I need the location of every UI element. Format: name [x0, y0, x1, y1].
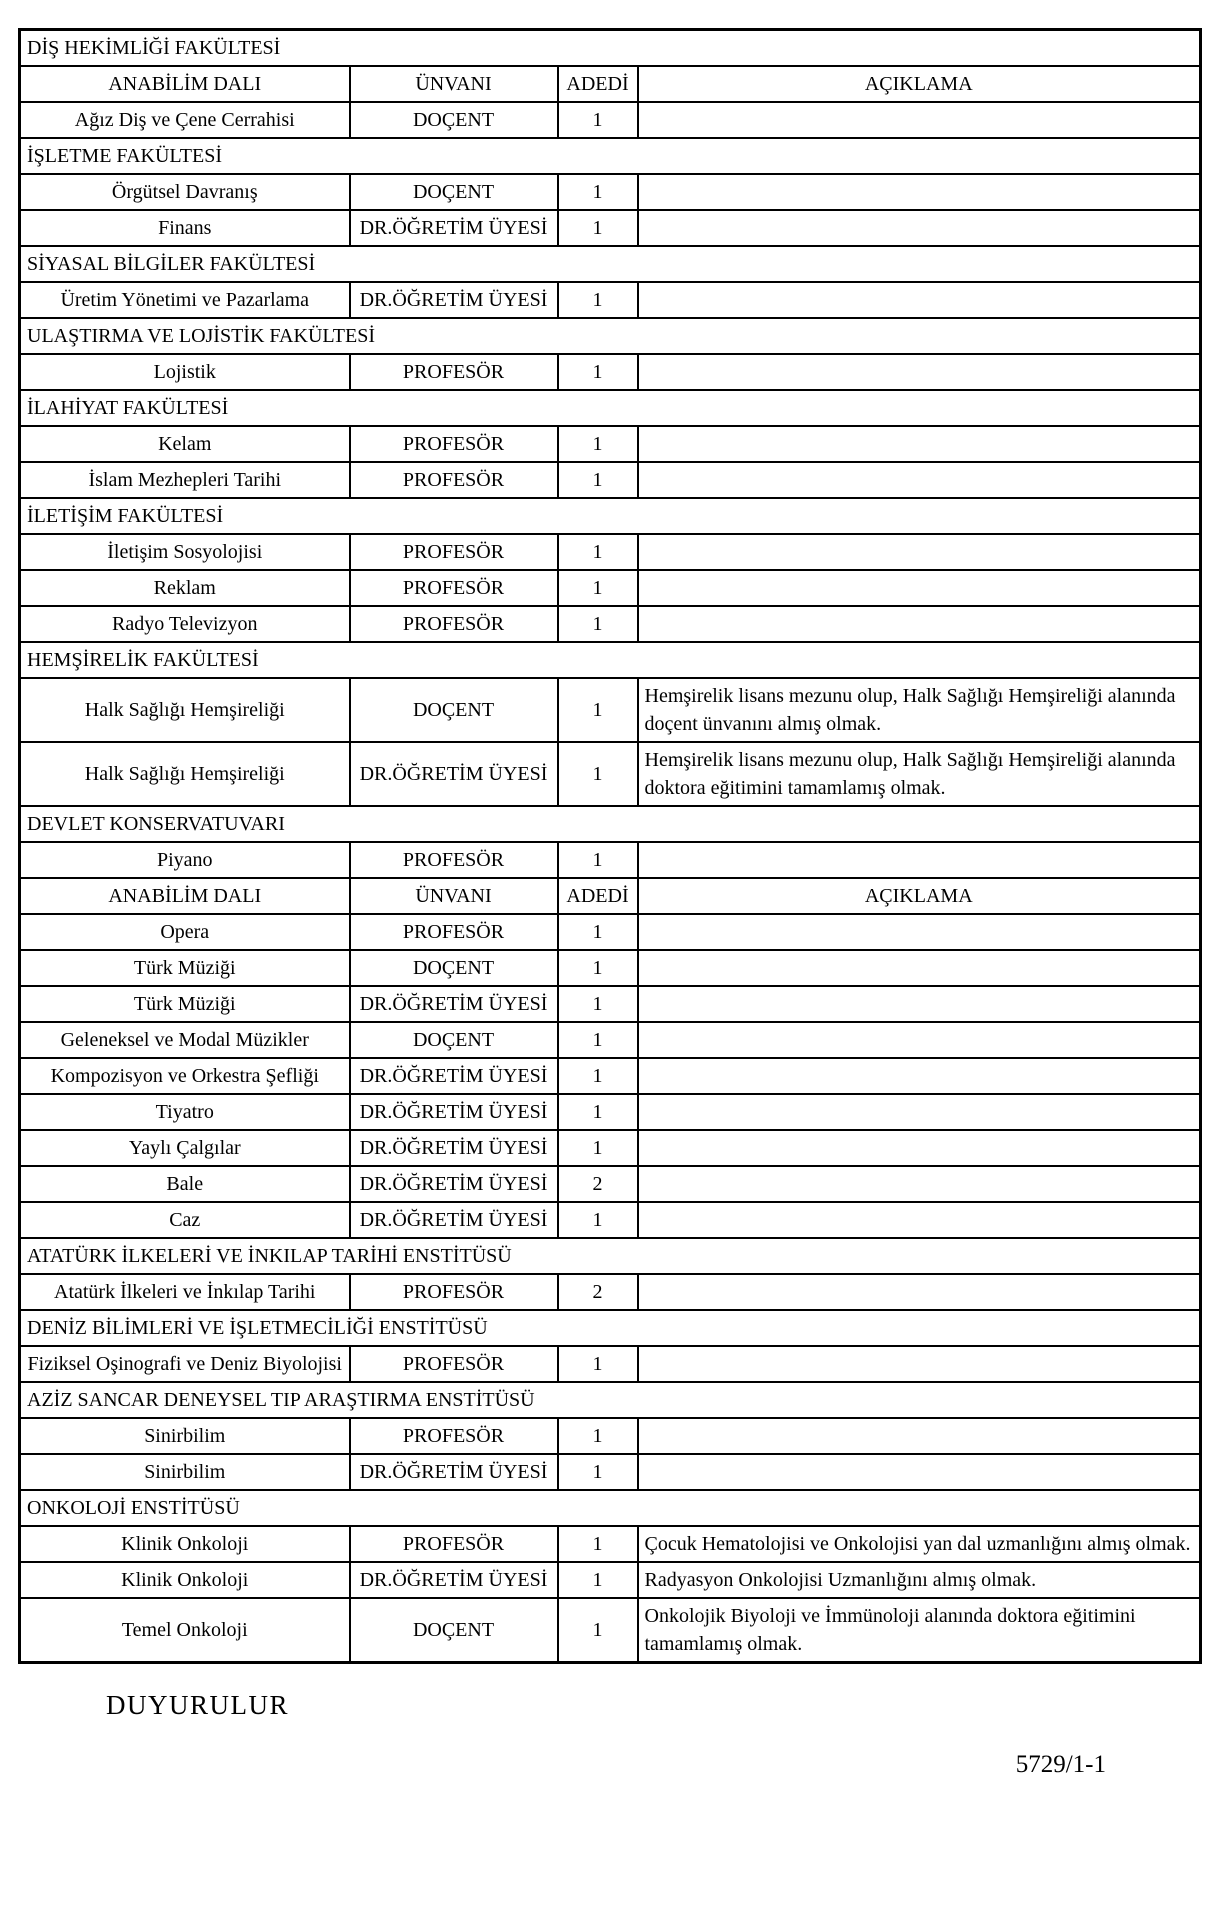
count-cell: 1 [558, 1346, 638, 1382]
department-cell: Opera [20, 914, 350, 950]
department-cell: Kompozisyon ve Orkestra Şefliği [20, 1058, 350, 1094]
note-cell [638, 950, 1201, 986]
title-cell: PROFESÖR [350, 1274, 558, 1310]
department-cell: Bale [20, 1166, 350, 1202]
department-cell: Geleneksel ve Modal Müzikler [20, 1022, 350, 1058]
table-row [20, 354, 1201, 390]
section-label: SİYASAL BİLGİLER FAKÜLTESİ [20, 246, 1201, 282]
title-cell: DOÇENT [350, 678, 558, 742]
count-cell: 1 [558, 210, 638, 246]
count-cell: 1 [558, 534, 638, 570]
table-row [20, 1346, 1201, 1382]
title-cell: DR.ÖĞRETİM ÜYESİ [350, 1094, 558, 1130]
count-cell: 1 [558, 606, 638, 642]
title-cell: DR.ÖĞRETİM ÜYESİ [350, 1130, 558, 1166]
section-label: AZİZ SANCAR DENEYSEL TIP ARAŞTIRMA ENSTİTÜSÜ [20, 1382, 1201, 1418]
section-label: DİŞ HEKİMLİĞİ FAKÜLTESİ [20, 30, 1201, 67]
count-cell: 1 [558, 950, 638, 986]
department-cell: Lojistik [20, 354, 350, 390]
title-cell: PROFESÖR [350, 606, 558, 642]
note-cell [638, 534, 1201, 570]
table-row [20, 1274, 1201, 1310]
table-row [20, 950, 1201, 986]
department-cell: Tiyatro [20, 1094, 350, 1130]
section-row [20, 1238, 1201, 1274]
section-label: İLETİŞİM FAKÜLTESİ [20, 498, 1201, 534]
department-cell: Türk Müziği [20, 986, 350, 1022]
title-cell: DR.ÖĞRETİM ÜYESİ [350, 1166, 558, 1202]
department-cell: Örgütsel Davranış [20, 174, 350, 210]
department-cell: Halk Sağlığı Hemşireliği [20, 742, 350, 806]
table-row [20, 570, 1201, 606]
department-cell: Klinik Onkoloji [20, 1562, 350, 1598]
title-cell: PROFESÖR [350, 354, 558, 390]
department-cell: Ağız Diş ve Çene Cerrahisi [20, 102, 350, 138]
title-cell: DR.ÖĞRETİM ÜYESİ [350, 1562, 558, 1598]
section-row [20, 806, 1201, 842]
count-cell: 1 [558, 1094, 638, 1130]
count-cell: 1 [558, 462, 638, 498]
table-row [20, 914, 1201, 950]
department-cell: Halk Sağlığı Hemşireliği [20, 678, 350, 742]
note-cell [638, 210, 1201, 246]
note-cell [638, 1166, 1201, 1202]
title-cell: DOÇENT [350, 950, 558, 986]
count-cell: 1 [558, 1022, 638, 1058]
department-cell: Sinirbilim [20, 1454, 350, 1490]
note-cell [638, 1454, 1201, 1490]
table-row [20, 678, 1201, 742]
table-row [20, 986, 1201, 1022]
section-row [20, 318, 1201, 354]
department-cell: Radyo Televizyon [20, 606, 350, 642]
title-cell: DR.ÖĞRETİM ÜYESİ [350, 1058, 558, 1094]
department-cell: İslam Mezhepleri Tarihi [20, 462, 350, 498]
section-label: ATATÜRK İLKELERİ VE İNKILAP TARİHİ ENSTİTÜSÜ [20, 1238, 1201, 1274]
note-cell [638, 282, 1201, 318]
table-row [20, 742, 1201, 806]
announcement-text: DUYURULUR [106, 1690, 290, 1720]
table-row [20, 1454, 1201, 1490]
note-cell: Hemşirelik lisans mezunu olup, Halk Sağlığı Hemşireliği alanında doçent ünvanını almış olmak. [638, 678, 1201, 742]
table-row [20, 426, 1201, 462]
title-cell: PROFESÖR [350, 1526, 558, 1562]
title-cell: DR.ÖĞRETİM ÜYESİ [350, 210, 558, 246]
section-row [20, 246, 1201, 282]
title-cell: PROFESÖR [350, 426, 558, 462]
table-row [20, 462, 1201, 498]
column-header-count: ADEDİ [558, 878, 638, 914]
section-label: ULAŞTIRMA VE LOJİSTİK FAKÜLTESİ [20, 318, 1201, 354]
table-row [20, 606, 1201, 642]
note-cell [638, 102, 1201, 138]
table-row [20, 1130, 1201, 1166]
title-cell: DOÇENT [350, 1598, 558, 1663]
note-cell: Radyasyon Onkolojisi Uzmanlığını almış olmak. [638, 1562, 1201, 1598]
column-header-title: ÜNVANI [350, 878, 558, 914]
note-cell [638, 1130, 1201, 1166]
reference-number: 5729/1-1 [1015, 1751, 1106, 1778]
title-cell: DR.ÖĞRETİM ÜYESİ [350, 986, 558, 1022]
note-cell [638, 1094, 1201, 1130]
table-row [20, 534, 1201, 570]
department-cell: Kelam [20, 426, 350, 462]
department-cell: Yaylı Çalgılar [20, 1130, 350, 1166]
table-row [20, 1562, 1201, 1598]
column-header-department: ANABİLİM DALI [20, 66, 350, 102]
count-cell: 1 [558, 1130, 638, 1166]
count-cell: 1 [558, 678, 638, 742]
column-header-note: AÇIKLAMA [638, 66, 1201, 102]
section-label: ONKOLOJİ ENSTİTÜSÜ [20, 1490, 1201, 1526]
department-cell: Türk Müziği [20, 950, 350, 986]
note-cell [638, 986, 1201, 1022]
section-row [20, 30, 1201, 67]
count-cell: 1 [558, 174, 638, 210]
table-row [20, 282, 1201, 318]
column-header-title: ÜNVANI [350, 66, 558, 102]
section-row [20, 642, 1201, 678]
vacancies-table-body [20, 30, 1201, 1663]
section-row [20, 390, 1201, 426]
title-cell: DR.ÖĞRETİM ÜYESİ [350, 1202, 558, 1238]
table-row [20, 1022, 1201, 1058]
table-row [20, 1202, 1201, 1238]
count-cell: 1 [558, 1598, 638, 1663]
department-cell: Piyano [20, 842, 350, 878]
table-row [20, 1058, 1201, 1094]
count-cell: 1 [558, 102, 638, 138]
title-cell: DOÇENT [350, 1022, 558, 1058]
note-cell [638, 174, 1201, 210]
department-cell: Üretim Yönetimi ve Pazarlama [20, 282, 350, 318]
note-cell [638, 462, 1201, 498]
column-header-department: ANABİLİM DALI [20, 878, 350, 914]
table-row [20, 1094, 1201, 1130]
table-row [20, 1526, 1201, 1562]
count-cell: 1 [558, 1202, 638, 1238]
column-header-note: AÇIKLAMA [638, 878, 1201, 914]
count-cell: 1 [558, 426, 638, 462]
count-cell: 1 [558, 914, 638, 950]
note-cell [638, 1058, 1201, 1094]
table-row [20, 210, 1201, 246]
department-cell: Klinik Onkoloji [20, 1526, 350, 1562]
note-cell [638, 426, 1201, 462]
table-row [20, 1598, 1201, 1663]
count-cell: 1 [558, 842, 638, 878]
title-cell: PROFESÖR [350, 462, 558, 498]
count-cell: 1 [558, 570, 638, 606]
title-cell: DR.ÖĞRETİM ÜYESİ [350, 742, 558, 806]
note-cell [638, 570, 1201, 606]
department-cell: Fiziksel Oşinografi ve Deniz Biyolojisi [20, 1346, 350, 1382]
section-label: DENİZ BİLİMLERİ VE İŞLETMECİLİĞİ ENSTİTÜSÜ [20, 1310, 1201, 1346]
title-cell: PROFESÖR [350, 534, 558, 570]
table-row [20, 102, 1201, 138]
table-row [20, 1166, 1201, 1202]
section-row [20, 1382, 1201, 1418]
note-cell [638, 914, 1201, 950]
title-cell: DR.ÖĞRETİM ÜYESİ [350, 1454, 558, 1490]
note-cell: Onkolojik Biyoloji ve İmmünoloji alanında doktora eğitimini tamamlamış olmak. [638, 1598, 1201, 1663]
note-cell [638, 354, 1201, 390]
note-cell [638, 1418, 1201, 1454]
note-cell: Hemşirelik lisans mezunu olup, Halk Sağlığı Hemşireliği alanında doktora eğitimini tamamlamış olmak. [638, 742, 1201, 806]
section-label: HEMŞİRELİK FAKÜLTESİ [20, 642, 1201, 678]
count-cell: 1 [558, 1562, 638, 1598]
count-cell: 1 [558, 282, 638, 318]
count-cell: 1 [558, 986, 638, 1022]
section-row [20, 498, 1201, 534]
count-cell: 1 [558, 354, 638, 390]
title-cell: DOÇENT [350, 174, 558, 210]
count-cell: 1 [558, 1418, 638, 1454]
section-row [20, 138, 1201, 174]
department-cell: İletişim Sosyolojisi [20, 534, 350, 570]
department-cell: Caz [20, 1202, 350, 1238]
vacancies-table [18, 28, 1202, 1664]
count-cell: 1 [558, 1454, 638, 1490]
note-cell [638, 606, 1201, 642]
note-cell [638, 1346, 1201, 1382]
department-cell: Reklam [20, 570, 350, 606]
title-cell: PROFESÖR [350, 570, 558, 606]
column-header-count: ADEDİ [558, 66, 638, 102]
column-header-row [20, 66, 1201, 102]
title-cell: DOÇENT [350, 102, 558, 138]
note-cell [638, 1022, 1201, 1058]
title-cell: PROFESÖR [350, 1346, 558, 1382]
count-cell: 1 [558, 1058, 638, 1094]
footer-area [18, 1690, 1202, 1779]
count-cell: 2 [558, 1166, 638, 1202]
table-row [20, 842, 1201, 878]
section-label: İLAHİYAT FAKÜLTESİ [20, 390, 1201, 426]
section-label: DEVLET KONSERVATUVARI [20, 806, 1201, 842]
note-cell [638, 1202, 1201, 1238]
note-cell [638, 842, 1201, 878]
note-cell [638, 1274, 1201, 1310]
title-cell: DR.ÖĞRETİM ÜYESİ [350, 282, 558, 318]
department-cell: Atatürk İlkeleri ve İnkılap Tarihi [20, 1274, 350, 1310]
department-cell: Temel Onkoloji [20, 1598, 350, 1663]
section-row [20, 1310, 1201, 1346]
table-row [20, 1418, 1201, 1454]
count-cell: 1 [558, 742, 638, 806]
department-cell: Finans [20, 210, 350, 246]
title-cell: PROFESÖR [350, 914, 558, 950]
table-row [20, 174, 1201, 210]
title-cell: PROFESÖR [350, 1418, 558, 1454]
title-cell: PROFESÖR [350, 842, 558, 878]
department-cell: Sinirbilim [20, 1418, 350, 1454]
count-cell: 1 [558, 1526, 638, 1562]
section-row [20, 1490, 1201, 1526]
count-cell: 2 [558, 1274, 638, 1310]
section-label: İŞLETME FAKÜLTESİ [20, 138, 1201, 174]
note-cell: Çocuk Hematolojisi ve Onkolojisi yan dal uzmanlığını almış olmak. [638, 1526, 1201, 1562]
column-header-row [20, 878, 1201, 914]
